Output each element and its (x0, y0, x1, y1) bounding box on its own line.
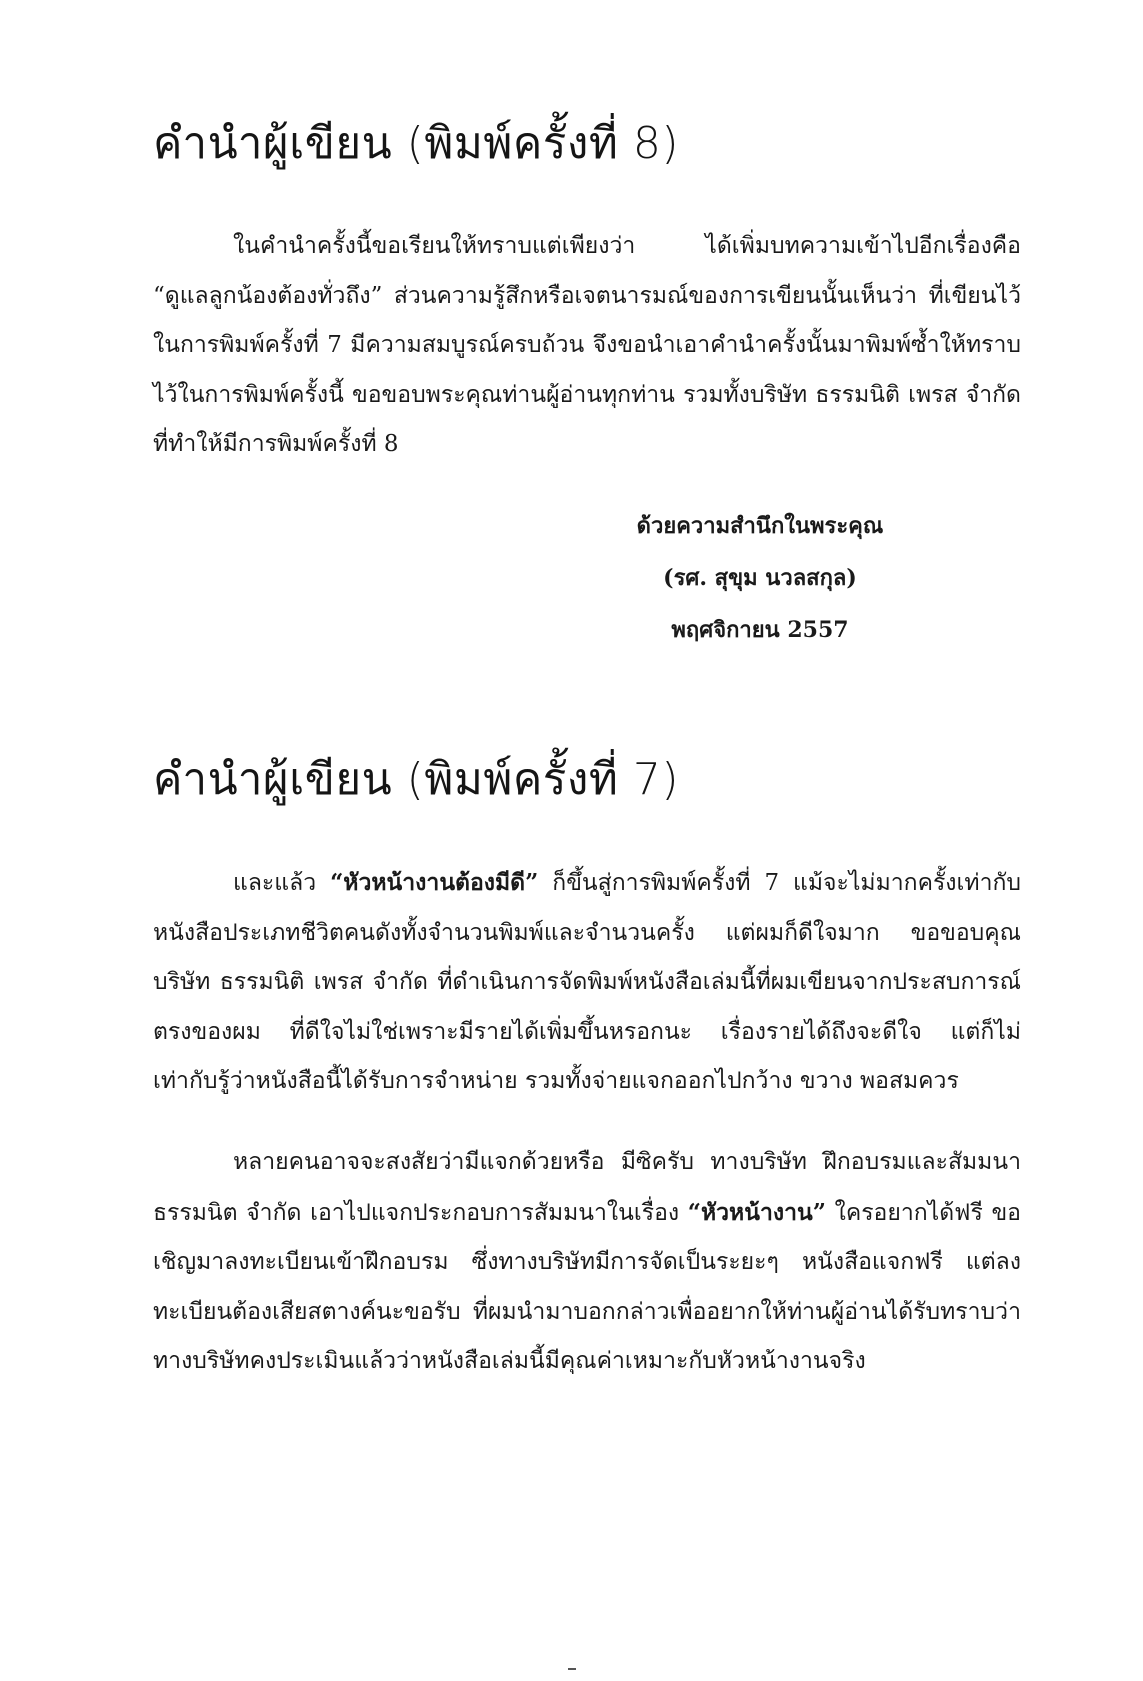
book-title-emphasis: “หัวหน้างานต้องมีดี” (330, 869, 539, 896)
preface-8th-edition-text: ในคำนำครั้งนี้ขอเรียนให้ทราบแต่เพียงว่า ได้เพิ่มบทความเข้าไปอีกเรื่องคือ “ดูแลลูกน้องต้องทั่วถึง” ส่วนความรู้สึกหรือเจตนารมณ์ของการเขียนนั้นเห็นว่า ที่เขียนไว้ในการพิมพ์ครั้งที่ 7 มีความสมบูรณ์ครบถ้วน จึงขอนำเอาคำนำครั้งนั้นมาพิมพ์ซ้ำให้ทราบไว้ในการพิมพ์ครั้งนี้ ขอขอบพระคุณท่านผู้อ่านทุกท่าน รวมทั้งบริษัท ธรรมนิติ เพรส จำกัด ที่ทำให้มีการพิมพ์ครั้งที่ 8 (153, 233, 1021, 457)
author-signature-block (560, 500, 960, 656)
preface-7th-edition-heading: คำนำผู้เขียน (พิมพ์ครั้งที่ 7) (153, 754, 680, 805)
signature-date: พฤศจิกายน 2557 (671, 617, 849, 643)
preface-7th-edition-paragraph-1 (153, 858, 1021, 1107)
preface-7th-edition-paragraph-2 (153, 1138, 1021, 1387)
signature-closing-line: ด้วยความสำนึกในพระคุณ (636, 513, 884, 539)
preface-8th-edition-heading: คำนำผู้เขียน (พิมพ์ครั้งที่ 8) (153, 118, 680, 169)
paragraph-1-lead: และแล้ว (233, 870, 331, 896)
page-bottom-mark (568, 1668, 576, 1670)
paragraph-1-body: ก็ขึ้นสู่การพิมพ์ครั้งที่ 7 แม้จะไม่มากครั้งเท่ากับหนังสือประเภทชีวิตคนดังทั้งจำนวนพิมพ์และจำนวนครั้ง แต่ผมก็ดีใจมาก ขอขอบคุณ บริษัท ธรรมนิติ เพรส จำกัด ที่ดำเนินการจัดพิมพ์หนังสือเล่มนี้ที่ผมเขียนจากประสบการณ์ตรงของผม ที่ดีใจไม่ใช่เพราะมีรายได้เพิ่มขึ้นหรอกนะ เรื่องรายได้ถึงจะดีใจ แต่ก็ไม่เท่ากับรู้ว่าหนังสือนี้ได้รับการจำหน่าย รวมทั้งจ่ายแจกออกไปกว้าง ขวาง พอสมควร (153, 870, 1022, 1094)
paragraph-2-lead: หลายคนอาจจะสงสัยว่ามีแจกด้วยหรือ มีซิครับ ทางบริษัท ฝึกอบรมและสัมมนาธรรมนิต จำกัด เอาไปแจกประกอบการสัมมนาในเรื่อง (153, 1149, 1021, 1226)
preface-8th-edition-paragraph (153, 222, 1021, 470)
signature-author-name: (รศ. สุขุม นวลสกุล) (663, 565, 857, 591)
seminar-topic-emphasis: “หัวหน้างาน” (687, 1198, 826, 1226)
paragraph-2-body: ใครอยากได้ฟรี ขอเชิญมาลงทะเบียนเข้าฝึกอบรม ซึ่งทางบริษัทมีการจัดเป็นระยะๆ หนังสือแจกฟรี แต่ลงทะเบียนต้องเสียสตางค์นะขอรับ ที่ผมนำมาบอกกล่าวเพื่ออยากให้ท่านผู้อ่านได้รับทราบว่า ทางบริษัทคงประเมินแล้วว่าหนังสือเล่มนี้มีคุณค่าเหมาะกับหัวหน้างานจริง (153, 1199, 1021, 1374)
